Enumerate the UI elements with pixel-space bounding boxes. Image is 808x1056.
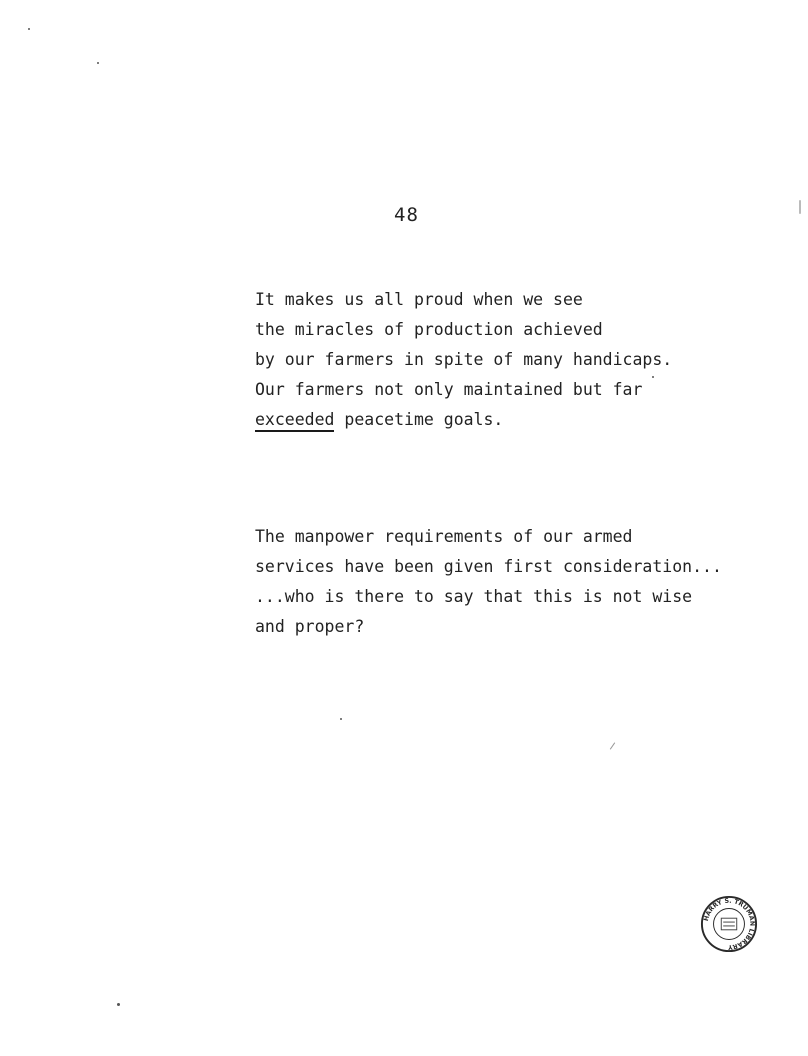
line-text: the miracles of production achieved xyxy=(255,320,603,339)
scan-speck xyxy=(340,718,342,720)
text-line xyxy=(255,285,672,315)
scan-speck xyxy=(97,62,99,64)
line-text: It makes us all proud when we see xyxy=(255,290,583,309)
line-text: peacetime goals. xyxy=(334,410,504,429)
text-line xyxy=(255,405,672,435)
line-text: by our farmers in spite of many handicaps. xyxy=(255,350,673,369)
line-text: and proper? xyxy=(255,617,365,636)
line-text: ...who is there to say that this is not wise xyxy=(255,587,693,606)
scan-speck xyxy=(652,376,654,378)
library-stamp-icon xyxy=(700,895,758,953)
line-text: The manpower requirements of our armed xyxy=(255,527,633,546)
text-line xyxy=(255,552,722,582)
text-line xyxy=(255,582,722,612)
text-line xyxy=(255,375,672,405)
page-number: 48 xyxy=(394,204,419,226)
text-line xyxy=(255,612,722,642)
underlined-word: exceeded xyxy=(255,410,334,432)
text-line xyxy=(255,315,672,345)
scan-speck xyxy=(117,1003,120,1006)
paragraph-2 xyxy=(255,522,722,642)
svg-text:HARRY S. TRUMAN LIBRARY: HARRY S. TRUMAN LIBRARY xyxy=(702,897,756,951)
scan-speck xyxy=(28,28,30,30)
text-line xyxy=(255,522,722,552)
text-line xyxy=(255,345,672,375)
scan-speck xyxy=(610,742,615,749)
scan-speck xyxy=(799,200,801,214)
line-text: Our farmers not only maintained but far xyxy=(255,380,643,399)
line-text: services have been given first consideration... xyxy=(255,557,722,576)
paragraph-1 xyxy=(255,285,672,435)
